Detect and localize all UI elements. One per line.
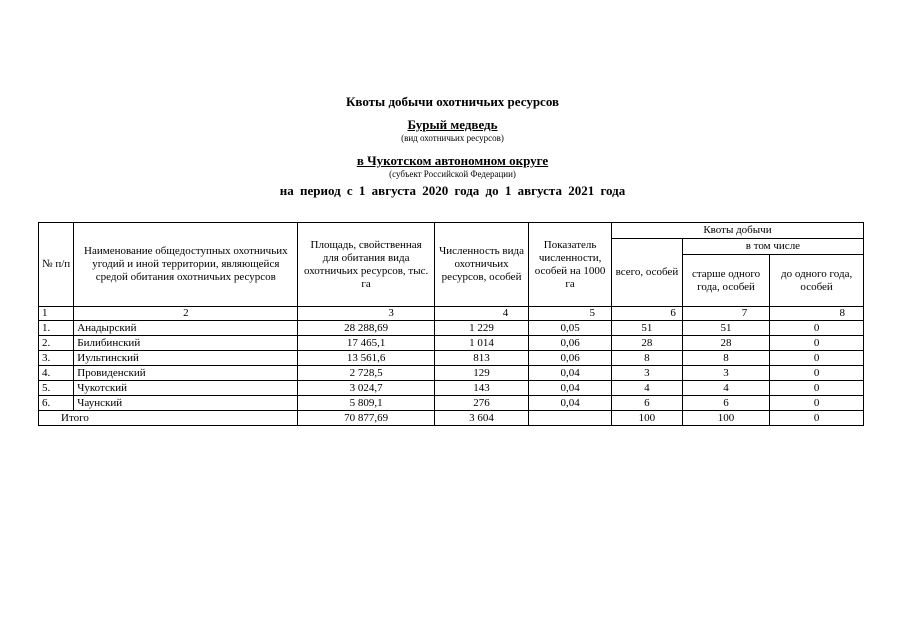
col-number: 6 bbox=[611, 307, 682, 321]
table-row bbox=[39, 321, 864, 336]
col-number: 3 bbox=[298, 307, 434, 321]
header-name: Наименование общедоступных охотничьих угодий и иной территории, являющейся средой обитания охотничьих ресурсов bbox=[74, 223, 298, 307]
row-older: 6 bbox=[682, 396, 769, 411]
col-number: 7 bbox=[682, 307, 769, 321]
col-number: 4 bbox=[434, 307, 528, 321]
table-row bbox=[39, 366, 864, 381]
total-row bbox=[39, 411, 864, 426]
col-number: 1 bbox=[39, 307, 74, 321]
row-younger: 0 bbox=[770, 336, 864, 351]
header-younger: до одного года, особей bbox=[770, 255, 864, 307]
row-name: Чаунский bbox=[74, 396, 298, 411]
row-total: 3 bbox=[611, 366, 682, 381]
species-caption: (вид охотничьих ресурсов) bbox=[401, 133, 504, 143]
total-area: 70 877,69 bbox=[298, 411, 434, 426]
document-title: Квоты добычи охотничьих ресурсов bbox=[345, 94, 560, 109]
row-population: 1 229 bbox=[434, 321, 528, 336]
row-num: 2. bbox=[39, 336, 74, 351]
row-older: 51 bbox=[682, 321, 769, 336]
col-number: 5 bbox=[529, 307, 612, 321]
column-numbers-row bbox=[39, 307, 864, 321]
total-population: 3 604 bbox=[434, 411, 528, 426]
header-row bbox=[39, 223, 864, 239]
row-num: 1. bbox=[39, 321, 74, 336]
quota-table bbox=[38, 222, 864, 426]
row-area: 28 288,69 bbox=[298, 321, 434, 336]
row-younger: 0 bbox=[770, 351, 864, 366]
row-name: Иультинский bbox=[74, 351, 298, 366]
row-younger: 0 bbox=[770, 381, 864, 396]
row-population: 143 bbox=[434, 381, 528, 396]
row-area: 13 561,6 bbox=[298, 351, 434, 366]
header-population: Численность вида охотничьих ресурсов, особей bbox=[434, 223, 528, 307]
row-population: 129 bbox=[434, 366, 528, 381]
header-density: Показатель численности, особей на 1000 га bbox=[529, 223, 612, 307]
row-younger: 0 bbox=[770, 366, 864, 381]
header-num: № п/п bbox=[39, 223, 74, 307]
row-density: 0,04 bbox=[529, 396, 612, 411]
period-line: на период с 1 августа 2020 года до 1 августа 2021 года bbox=[279, 183, 626, 198]
row-total: 8 bbox=[611, 351, 682, 366]
row-density: 0,05 bbox=[529, 321, 612, 336]
table-row bbox=[39, 381, 864, 396]
row-area: 17 465,1 bbox=[298, 336, 434, 351]
row-younger: 0 bbox=[770, 396, 864, 411]
row-area: 2 728,5 bbox=[298, 366, 434, 381]
row-num: 3. bbox=[39, 351, 74, 366]
row-population: 276 bbox=[434, 396, 528, 411]
row-density: 0,06 bbox=[529, 351, 612, 366]
table-row bbox=[39, 351, 864, 366]
row-total: 51 bbox=[611, 321, 682, 336]
row-num: 4. bbox=[39, 366, 74, 381]
total-total: 100 bbox=[611, 411, 682, 426]
row-area: 5 809,1 bbox=[298, 396, 434, 411]
row-total: 28 bbox=[611, 336, 682, 351]
row-older: 3 bbox=[682, 366, 769, 381]
row-population: 813 bbox=[434, 351, 528, 366]
total-label: Итого bbox=[39, 411, 298, 426]
row-num: 6. bbox=[39, 396, 74, 411]
row-num: 5. bbox=[39, 381, 74, 396]
row-younger: 0 bbox=[770, 321, 864, 336]
row-density: 0,04 bbox=[529, 366, 612, 381]
col-number: 8 bbox=[770, 307, 864, 321]
table-row bbox=[39, 396, 864, 411]
row-area: 3 024,7 bbox=[298, 381, 434, 396]
region-name: в Чукотском автономном округе bbox=[356, 153, 549, 168]
row-density: 0,04 bbox=[529, 381, 612, 396]
total-density bbox=[529, 411, 612, 426]
col-number: 2 bbox=[74, 307, 298, 321]
header-older: старше одного года, особей bbox=[682, 255, 769, 307]
species-name: Бурый медведь bbox=[407, 117, 498, 132]
header-area: Площадь, свойственная для обитания вида охотничьих ресурсов, тыс. га bbox=[298, 223, 434, 307]
row-total: 4 bbox=[611, 381, 682, 396]
header-quota-group: Квоты добычи bbox=[611, 223, 863, 239]
header-total: всего, особей bbox=[611, 239, 682, 307]
row-older: 28 bbox=[682, 336, 769, 351]
row-older: 8 bbox=[682, 351, 769, 366]
row-name: Билибинский bbox=[74, 336, 298, 351]
row-total: 6 bbox=[611, 396, 682, 411]
row-name: Чукотский bbox=[74, 381, 298, 396]
header-including: в том числе bbox=[682, 239, 863, 255]
row-older: 4 bbox=[682, 381, 769, 396]
region-caption: (субъект Российской Федерации) bbox=[389, 169, 516, 179]
row-population: 1 014 bbox=[434, 336, 528, 351]
row-name: Анадырский bbox=[74, 321, 298, 336]
row-name: Провиденский bbox=[74, 366, 298, 381]
total-younger: 0 bbox=[770, 411, 864, 426]
row-density: 0,06 bbox=[529, 336, 612, 351]
total-older: 100 bbox=[682, 411, 769, 426]
table-row bbox=[39, 336, 864, 351]
